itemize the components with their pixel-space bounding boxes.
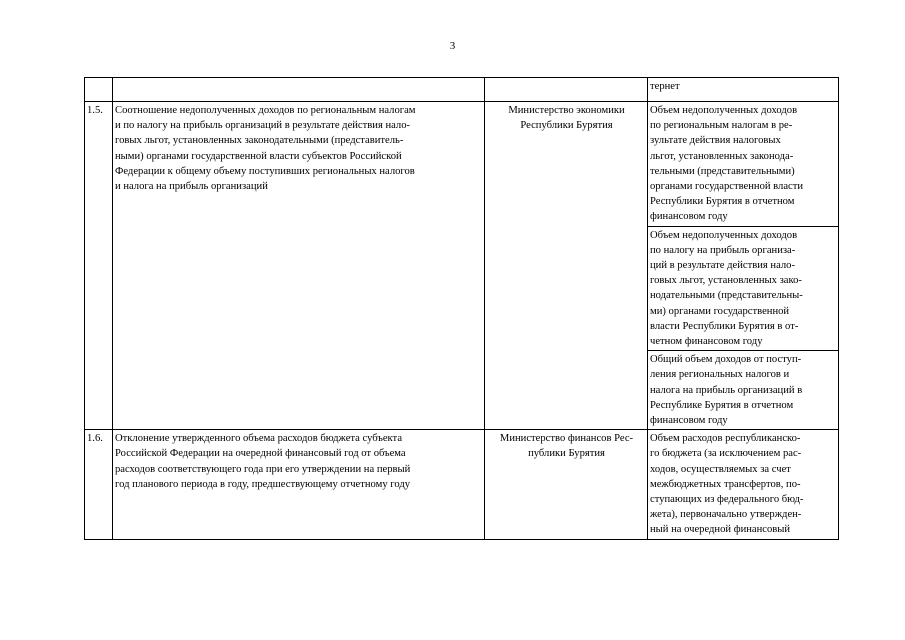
cell-indicator-name: Отклонение утвержденного объема расходов бюджета субъекта Российской Федерации на очередной финансовый год от объема расходов соответствующего года при его утверждении на первый год планового периода в году, предшествующему отчетному году bbox=[113, 430, 485, 539]
cell-data-source: Объем недополученных доходов по налогу на прибыль организа- ций в результате действия нало- говых льгот, установленных зако- нодательными (представительны- ми) органами государственной власти Республики Бурятия в от- четном финансовом году bbox=[648, 226, 839, 351]
cell-row-number: 1.6. bbox=[85, 430, 113, 539]
page-number: 3 bbox=[449, 40, 456, 52]
cell-responsible-body: Министерство финансов Рес- публики Бурятия bbox=[485, 430, 648, 539]
cell-empty bbox=[113, 78, 485, 102]
table-row bbox=[85, 430, 839, 539]
cell-empty bbox=[85, 78, 113, 102]
cell-indicator-name: Соотношение недополученных доходов по региональным налогам и по налогу на прибыль организаций в результате действия нало- говых льгот, установленных законодательными (представитель- ными) органами государственной власти субъектов Российской Федерации к общему объему поступивших региональных налогов и налога на прибыль организаций bbox=[113, 102, 485, 430]
indicators-table bbox=[84, 77, 839, 540]
cell-row-number: 1.5. bbox=[85, 102, 113, 430]
cell-data-source: Общий объем доходов от поступ- ления региональных налогов и налога на прибыль организаций в Республике Бурятия в отчетном финансовом году bbox=[648, 351, 839, 430]
cell-source-continuation: тернет bbox=[648, 78, 839, 102]
table-row bbox=[85, 102, 839, 227]
cell-responsible-body: Министерство экономики Республики Бурятия bbox=[485, 102, 648, 430]
cell-data-source: Объем расходов республиканско- го бюджета (за исключением рас- ходов, осуществляемых за счет межбюджетных трансфертов, по- ступающих из федерального бюд- жета), первоначально утвержден- ный на очередной финансовый bbox=[648, 430, 839, 539]
table-row-continuation bbox=[85, 78, 839, 102]
cell-empty bbox=[485, 78, 648, 102]
cell-data-source: Объем недополученных доходов по региональным налогам в ре- зультате действия налоговых льгот, установленных законода- тельными (представительными) органами государственной власти Республики Бурятия в отчетном финансовом году bbox=[648, 102, 839, 227]
